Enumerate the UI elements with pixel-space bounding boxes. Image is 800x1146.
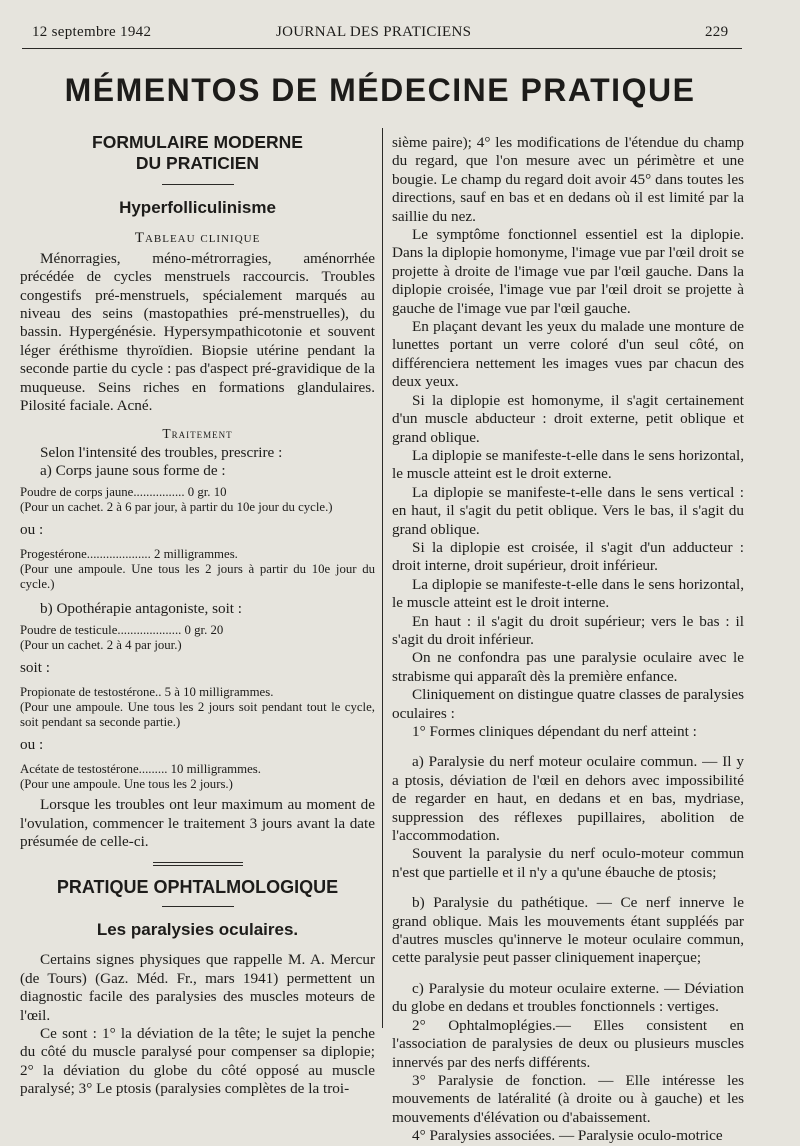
paragraph: 1° Formes cliniques dépendant du nerf atteint : (412, 723, 697, 740)
paragraph: 2° Ophtalmoplégies.— Elles consistent en l'association de paralysies de deux ou plusieurs muscles innervés par des nerfs différents. (392, 1016, 744, 1071)
section-rule (162, 906, 234, 907)
prescription-propionate: Propionate de testostérone.. 5 à 10 milligrammes. (20, 684, 274, 699)
prescription-corps-jaune: Poudre de corps jaune................ 0 gr. 10 (20, 484, 227, 499)
column-divider (382, 128, 383, 1028)
left-column (20, 132, 375, 1099)
paragraph: c) Paralysie du moteur oculaire externe. — Déviation du globe en dedans et troubles fonctionnels : vertiges. (392, 979, 744, 1016)
subtitle-paralysies: Les paralysies oculaires. (96, 919, 299, 939)
prescription-note: (Pour une ampoule. Une tous les 2 jours à partir du 10e jour du cycle.) (20, 562, 375, 592)
paragraph-intro: Certains signes physiques que rappelle M. A. Mercur (de Tours) (Gaz. Méd. Fr., mars 1941) permettent un diagnostic facile des paralysies des muscles moteurs de l'œil. (20, 951, 375, 1024)
page-title: MÉMENTOS DE MÉDECINE PRATIQUE (64, 72, 696, 108)
paragraph: Souvent la paralysie du nerf oculo-moteur commun n'est que partielle et il n'y a qu'une ébauche de ptosis; (392, 845, 744, 881)
section-heading-line2: DU PRATICIEN (135, 153, 260, 173)
paragraph-ovulation: Lorsque les troubles ont leur maximum au moment de l'ovulation, commencer le traitement 3 jours avant la date présumée de celle-ci. (20, 796, 375, 851)
paragraph: Si la diplopie est croisée, il s'agit d'un adducteur : droit interne, droit supérieur, droit inférieur. (392, 538, 744, 575)
prescription-note: (Pour une ampoule. Une tous les 2 jours.) (20, 777, 233, 792)
header-rule (22, 48, 742, 49)
paragraph-signes: Ce sont : 1° la déviation de la tête; le sujet la penche du côté du muscle paralysé pour compenser sa diplopie; 2° la déviation du globe du côté opposé au muscle paralysé; 3° Le ptosis (paralysies complètes de la troi- (20, 1024, 375, 1098)
section-heading-formulaire (20, 132, 375, 174)
subtitle-hyperfolliculinisme: Hyperfolliculinisme (119, 198, 276, 217)
paragraph: Cliniquement on distingue quatre classes de paralysies oculaires : (392, 686, 744, 722)
paragraph: En haut : il s'agit du droit supérieur; vers le bas : il s'agit du droit inférieur. (392, 612, 744, 648)
connector-ou: ou : (20, 735, 44, 753)
paragraph: La diplopie se manifeste-t-elle dans le sens horizontal, le muscle atteint est le droit externe. (392, 446, 744, 483)
connector-ou: ou : (20, 520, 44, 538)
paragraph: On ne confondra pas une paralysie oculaire avec le strabisme qui apparaît dès la première enfance. (392, 649, 744, 685)
paragraph: En plaçant devant les yeux du malade une monture de lunettes portant un verre coloré d'un seul côté, on différenciera nettement les images vues par chacun des deux yeux. (392, 318, 744, 391)
paragraph: 3° Paralysie de fonction. — Elle intéresse les mouvements de latéralité (à droite ou à gauche) et les mouvements d'élévation ou d'abaissement. (392, 1071, 744, 1126)
prescription-testicule: Poudre de testicule.................... 0 gr. 20 (20, 622, 224, 637)
right-column (392, 134, 744, 1146)
paragraph: b) Paralysie du pathétique. — Ce nerf innerve le grand oblique. Mais les mouvements étant suppléés par d'autres muscles qu'innerve le moteur oculaire commun, cette paralysie peut passer cliniquement inaperçue; (392, 894, 744, 967)
section-double-rule (153, 862, 243, 866)
subheading-tableau: Tableau clinique (134, 229, 261, 247)
paragraph: La diplopie se manifeste-t-elle dans le sens horizontal, le muscle atteint est le droit interne. (392, 575, 744, 612)
header-page-number: 229 (705, 24, 729, 40)
paragraph: a) Paralysie du nerf moteur oculaire commun. — Il y a ptosis, déviation de l'œil en dehors avec impossibilité de regarder en haut, en dedans et en bas, mydriase, suppression des réflexes pupillaires, abolition de l'accommodation. (392, 753, 744, 845)
header-journal: JOURNAL DES PRATICIENS (276, 24, 472, 40)
prescription-acetate: Acétate de testostérone......... 10 milligrammes. (20, 762, 261, 777)
paragraph: Si la diplopie est homonyme, il s'agit certainement d'un muscle abducteur : droit externe, petit oblique et grand oblique. (392, 391, 744, 446)
section-rule (162, 184, 234, 185)
connector-soit: soit : (20, 658, 50, 676)
section-heading-line1: FORMULAIRE MODERNE (92, 132, 303, 152)
header-date: 12 septembre 1942 (32, 24, 152, 40)
section-heading-ophtalmo: PRATIQUE OPHTALMOLOGIQUE (56, 876, 339, 897)
running-header (30, 20, 740, 48)
paragraph: sième paire); 4° les modifications de l'étendue du champ du regard, que l'on mesure avec un périmètre et une bougie. Le champ du regard doit avoir 45° dans toutes les directions, sauf en bas et en dedans où il est limité par la saillie du nez. (392, 134, 744, 225)
paragraph: Le symptôme fonctionnel essentiel est la diplopie. Dans la diplopie homonyme, l'image vue par l'œil droit se projette à droite de l'image vue par l'œil gauche. Dans la diplopie croisée, l'image vue par l'œil droit se projette à gauche de l'image vue par l'œil gauche. (392, 226, 744, 317)
traitement-intro: Selon l'intensité des troubles, prescrire : (40, 443, 283, 461)
prescription-note: (Pour une ampoule. Une tous les 2 jours soit pendant tout le cycle, soit pendant sa seconde partie.) (20, 699, 375, 729)
traitement-b: b) Opothérapie antagoniste, soit : (40, 600, 243, 618)
traitement-a: a) Corps jaune sous forme de : (40, 462, 226, 480)
paragraph-tableau: Ménorragies, méno-métrorragies, aménorrhée précédée de cycles menstruels raccourcis. Troubles congestifs pré-menstruels, spécialement marqués au niveau des seins (mastopathies pré-menstruelles), du bassin. Hypergénésie. Hypersympathicotonie et souvent léger éréthisme thyroïdien. Biopsie utérine pendant la seconde partie du cycle : pas d'aspect pré-gravidique de la muqueuse. Seins riches en formations glandulaires. Pilosité faciale. Acné. (20, 249, 375, 415)
prescription-note: (Pour un cachet. 2 à 4 par jour.) (20, 637, 182, 652)
paragraph: 4° Paralysies associées. — Paralysie oculo-motrice (412, 1127, 723, 1145)
prescription-progesterone: Progestérone.................... 2 milligrammes. (20, 547, 238, 562)
paragraph: La diplopie se manifeste-t-elle dans le sens vertical : en haut, il s'agit du petit oblique. Vers le bas, il s'agit du grand oblique. (392, 483, 744, 538)
prescription-note: (Pour un cachet. 2 à 6 par jour, à partir du 10e jour du cycle.) (20, 499, 333, 514)
subheading-traitement: Traitement (162, 426, 233, 442)
